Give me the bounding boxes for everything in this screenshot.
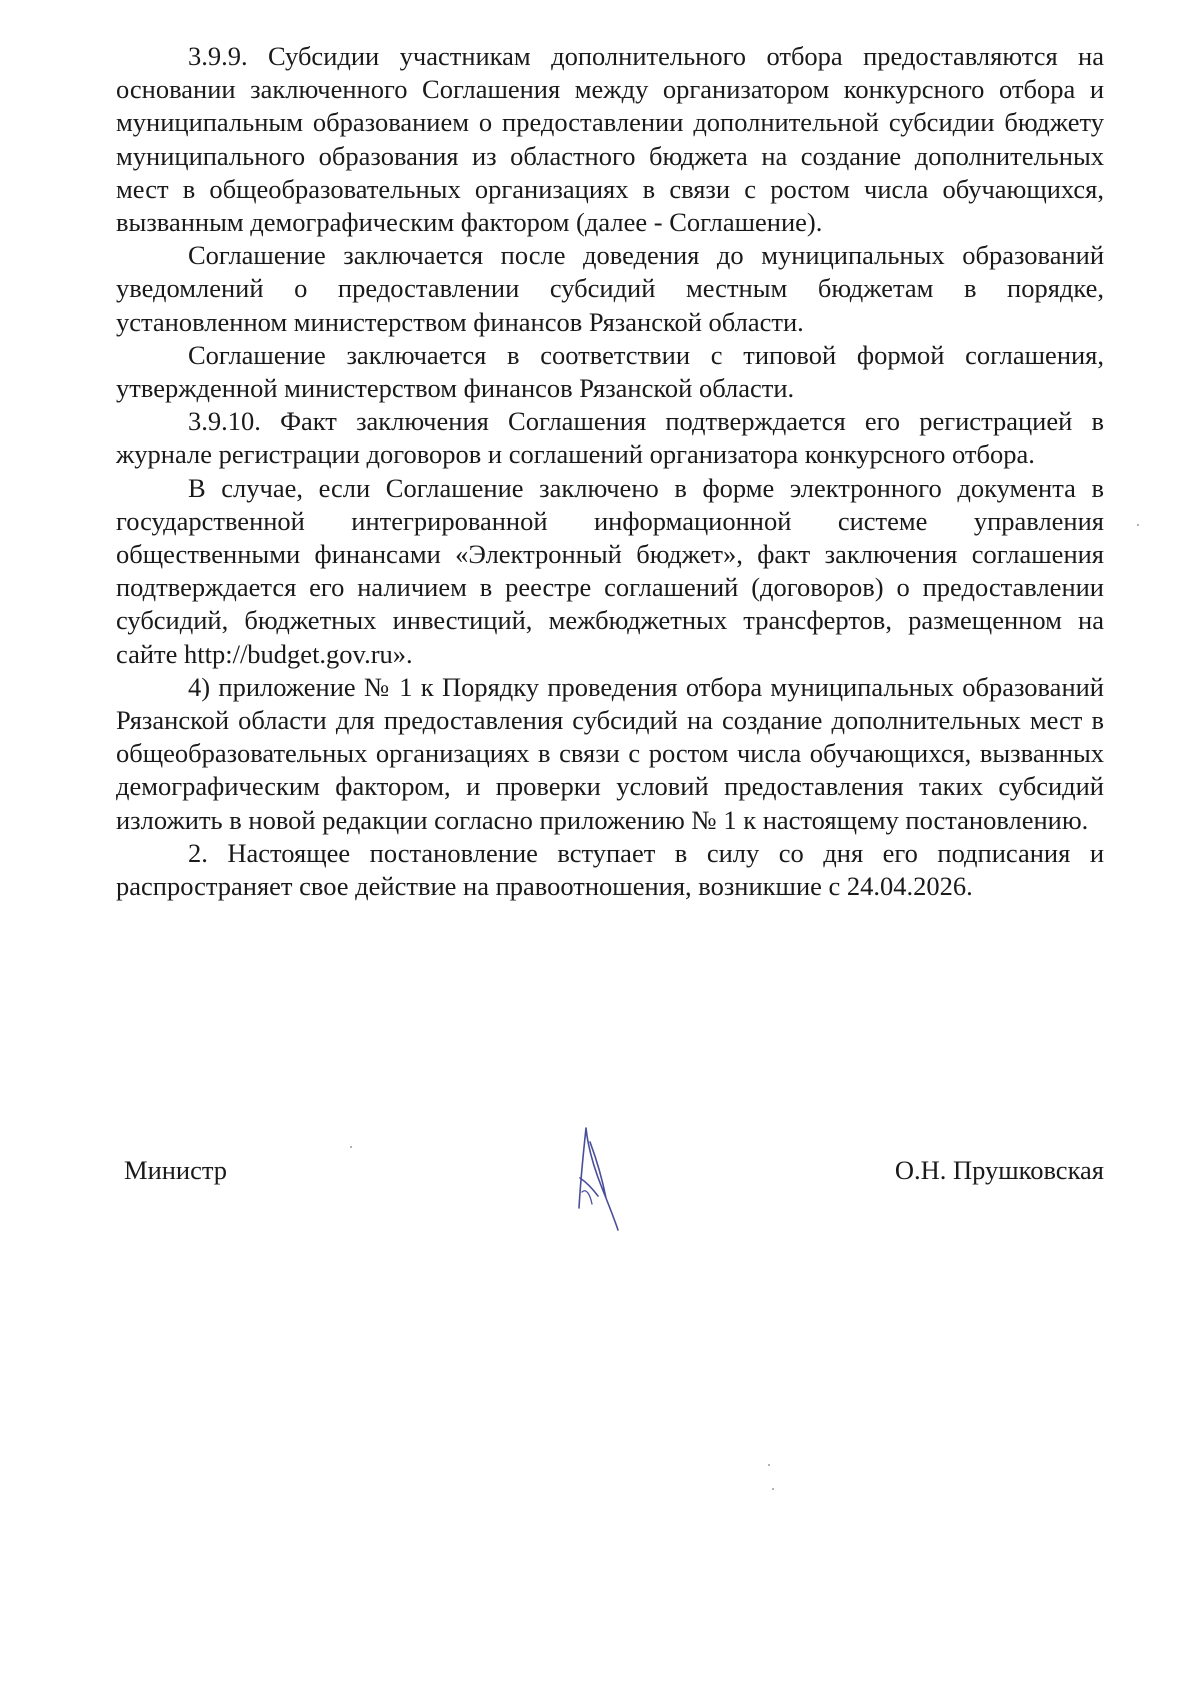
paragraph-effective-date: 2. Настоящее постановление вступает в силу со дня его подписания и распространяет свое действие на правоотношения, возникшие с 24.04.2026.	[116, 837, 1104, 902]
handwritten-signature-icon	[572, 1118, 620, 1234]
document-body	[116, 40, 1104, 903]
paragraph-agreement-conclusion: Соглашение заключается после доведения до муниципальных образований уведомлений о предоставлении субсидий местным бюджетам в порядке, установленном министерством финансов Рязанской области.	[116, 240, 1104, 337]
signatory-name: О.Н. Прушковская	[894, 1155, 1104, 1185]
paragraph-3-9-10: 3.9.10. Факт заключения Соглашения подтверждается его регистрацией в журнале регистрации договоров и соглашений организатора конкурсного отбора.	[116, 406, 1104, 470]
paragraph-appendix-1: 4) приложение № 1 к Порядку проведения отбора муниципальных образований Рязанской области для предоставления субсидий на создание дополнительных мест в общеобразовательных организациях в связи с ростом числа обучающихся, вызванных демографическим фактором, и проверки условий предоставления таких субсидий изложить в новой редакции согласно приложению № 1 к настоящему постановлению.	[116, 671, 1104, 835]
scan-speck	[768, 1464, 770, 1466]
signatory-title: Министр	[124, 1155, 228, 1185]
scan-speck	[772, 1488, 774, 1490]
paragraph-electronic-budget: В случае, если Соглашение заключено в форме электронного документа в государственной интегрированной информационной системе управления общественными финансами «Электронный бюджет», факт заключения соглашения подтверждается его наличием в реестре соглашений (договоров) о предоставлении субсидий, бюджетных инвестиций, межбюджетных трансфертов, размещенном на сайте http://budget.gov.ru».	[116, 472, 1104, 669]
paragraph-3-9-9: 3.9.9. Субсидии участникам дополнительного отбора предоставляются на основании заключенного Соглашения между организатором конкурсного отбора и муниципальным образованием о предоставлении дополнительной субсидии бюджету муниципального образования из областного бюджета на создание дополнительных мест в общеобразовательных организациях в связи с ростом числа обучающихся, вызванным демографическим фактором (далее - Соглашение).	[116, 41, 1104, 238]
scan-speck	[350, 1146, 352, 1148]
scan-speck	[1137, 524, 1139, 526]
paragraph-agreement-form: Соглашение заключается в соответствии с типовой формой соглашения, утвержденной министерством финансов Рязанской области.	[116, 339, 1104, 404]
